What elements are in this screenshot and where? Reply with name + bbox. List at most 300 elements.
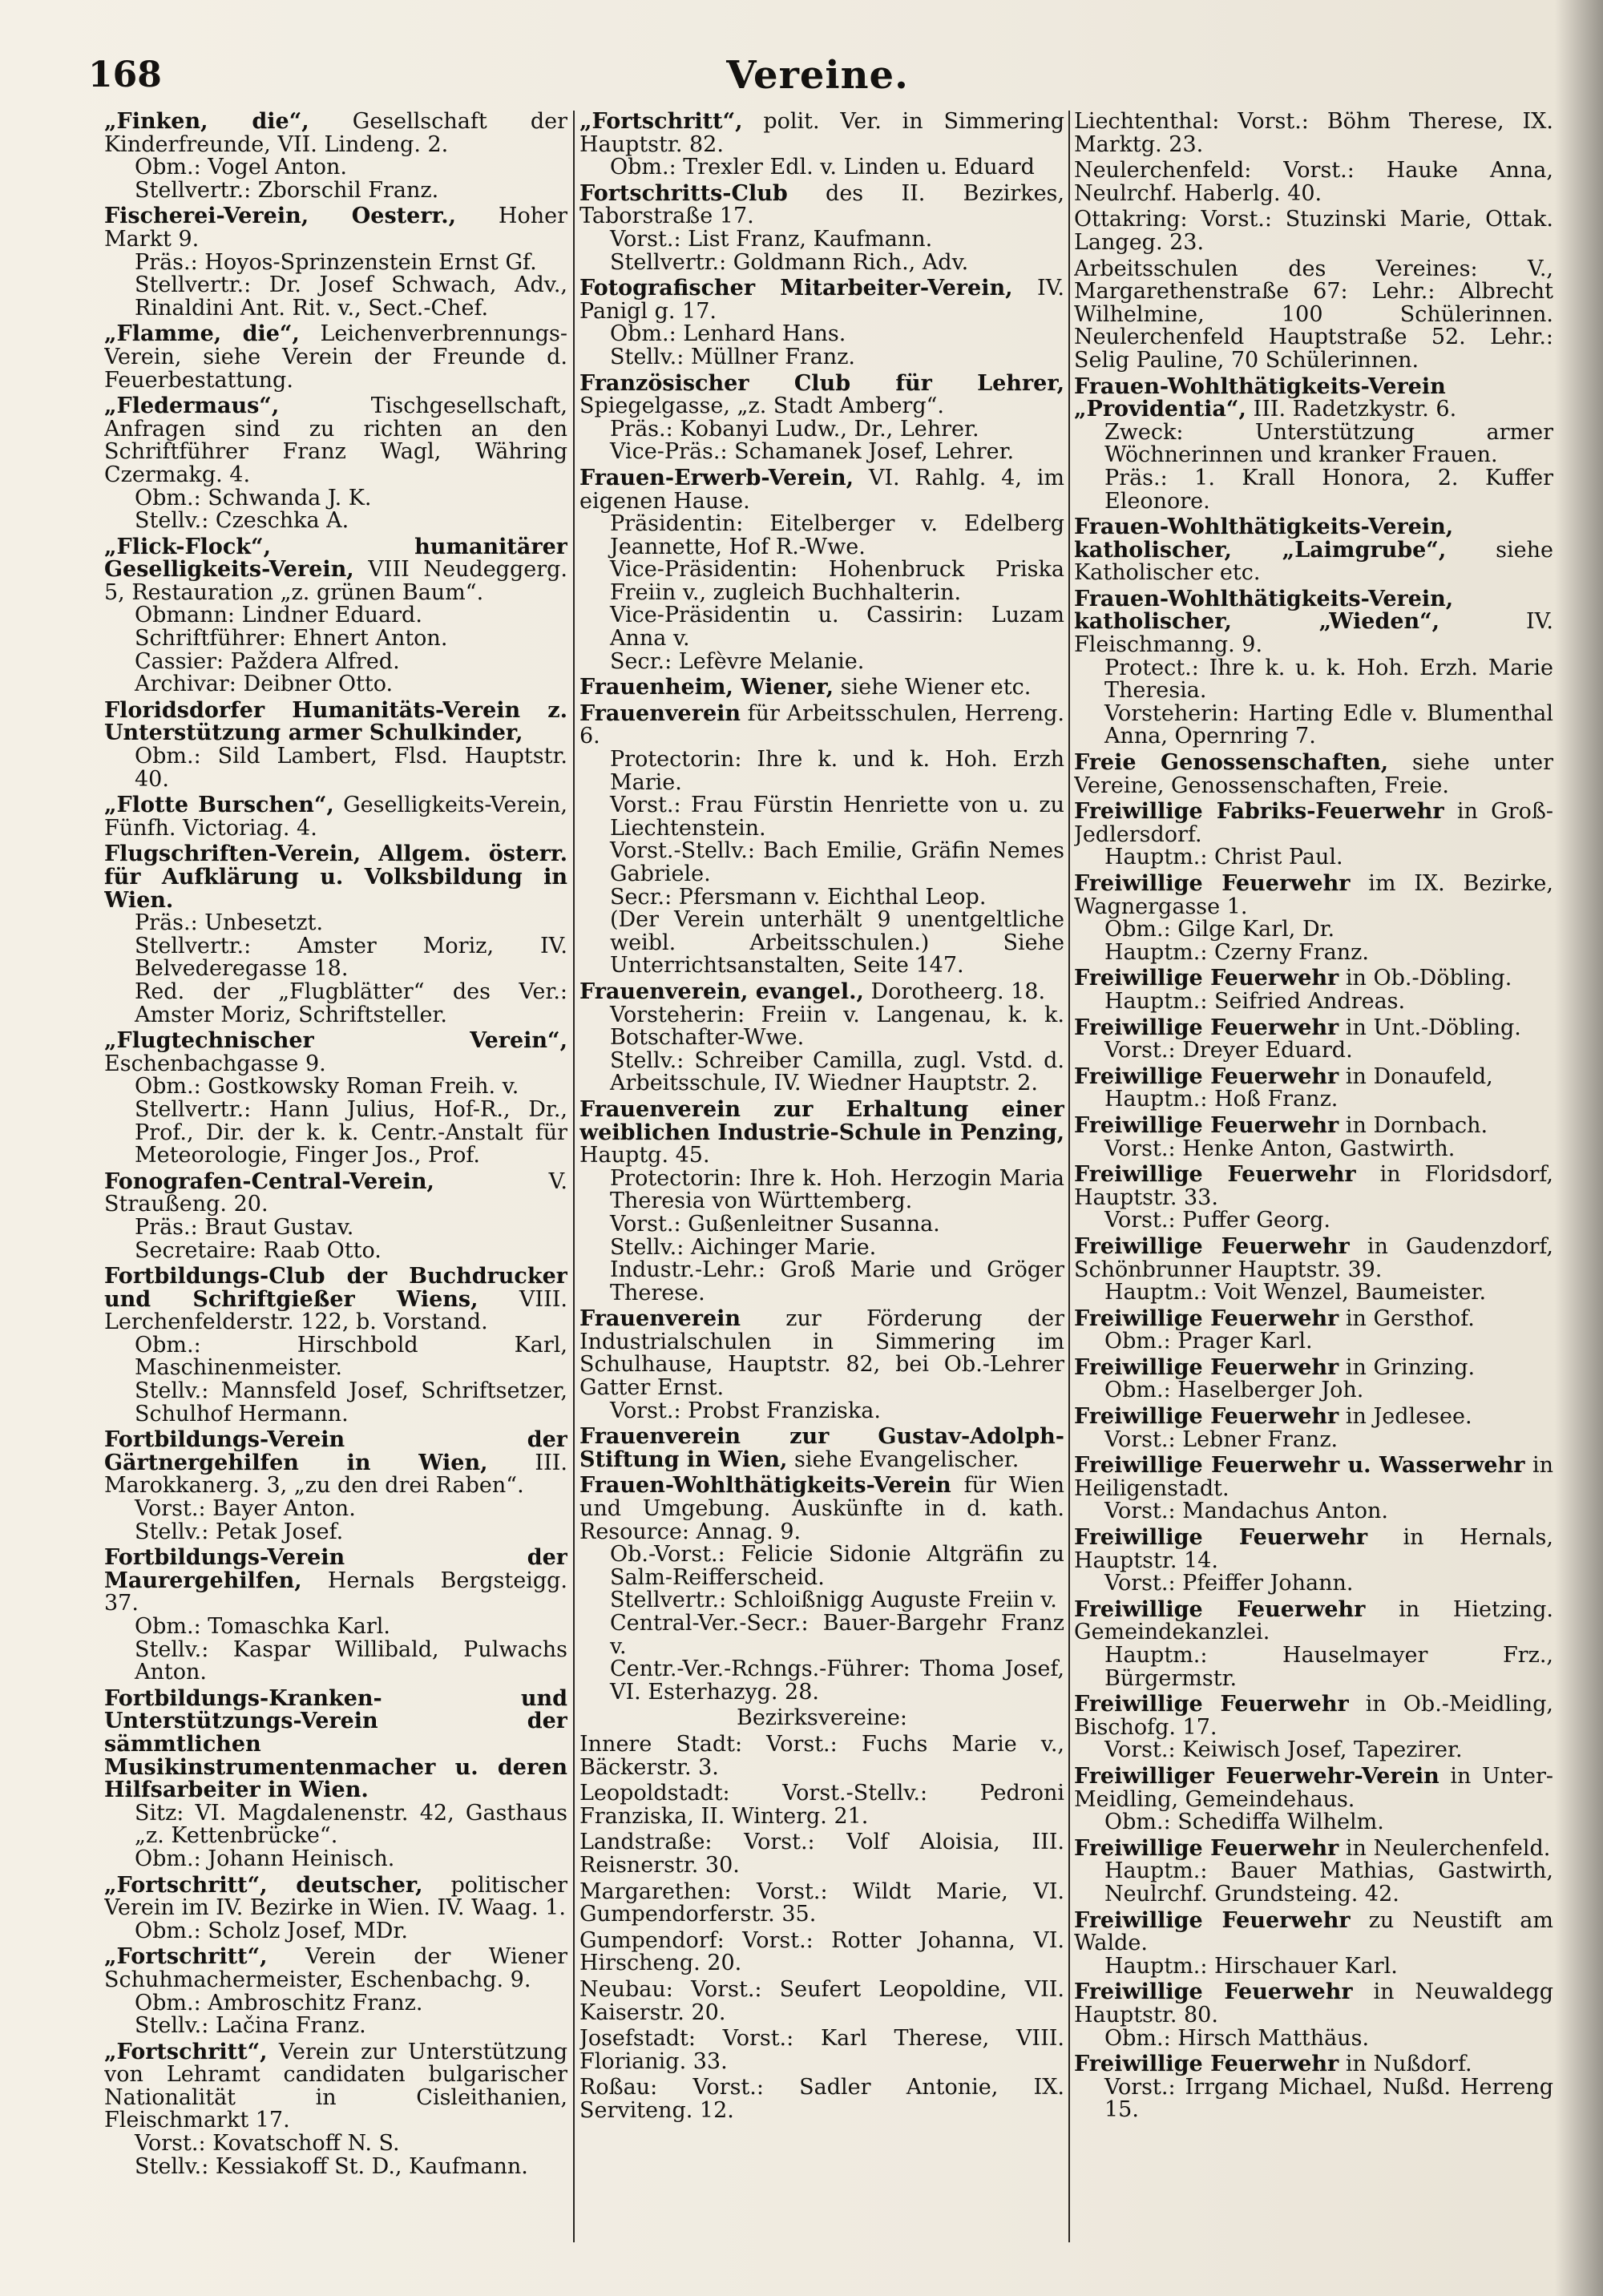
directory-entry	[579, 1096, 1064, 1305]
directory-entry	[1074, 967, 1553, 1013]
entry-details: in Floridsdorf, Hauptstr. 33.	[1074, 1162, 1553, 1210]
entry-first-line	[1074, 1354, 1553, 1380]
entry-details: in Donaufeld,	[1345, 1063, 1493, 1089]
entry-details: Verein zur Unterstützung von Lehramt candidaten bulgarischer Nationalität in Cisleithanien, Fleischmarkt 17.	[104, 2039, 567, 2133]
entry-officer-line: Obm.: Haselberger Joh.	[1104, 1378, 1364, 1403]
entry-first-line	[104, 111, 567, 156]
entry-details: in Dornbach.	[1345, 1112, 1488, 1138]
directory-entry	[1074, 208, 1553, 254]
entry-first-line	[579, 180, 1064, 229]
entry-first-line	[579, 2028, 1064, 2073]
entry-officer-line: Stellv.: Müllner Franz.	[610, 344, 856, 369]
column-rule	[573, 111, 575, 2242]
entry-first-line	[579, 111, 1064, 156]
entry-officer-line: Hauptm.: Seifried Andreas.	[1104, 988, 1406, 1014]
directory-entry	[1074, 1063, 1553, 1112]
directory-entry	[1074, 1765, 1553, 1834]
entry-heading: Frauen-Erwerb-Verein,	[579, 465, 854, 490]
entry-officer-line: Stellv.: Lačina Franz.	[135, 2013, 366, 2039]
directory-entry	[579, 1475, 1064, 1704]
directory-entry	[579, 676, 1064, 700]
entry-officer-line: Stellvertr.: Goldmann Rich., Adv.	[610, 249, 969, 275]
directory-entry	[579, 1976, 1064, 2025]
entry-heading: Freiwillige Feuerwehr	[1074, 2052, 1339, 2077]
entry-first-line	[1074, 1907, 1553, 1956]
directory-entry	[104, 1429, 567, 1543]
entry-first-line	[579, 676, 1064, 700]
entry-first-line	[1074, 1981, 1553, 2027]
entry-details: Neubau: Vorst.: Seufert Leopoldine, VII. Kaiserstr. 20.	[579, 1976, 1064, 2025]
entry-first-line	[1074, 1406, 1553, 1429]
entry-officer-line: Vorst.: Kovatschoff N. S.	[135, 2131, 400, 2157]
entry-officer-line: Stellv.: Mannsfeld Josef, Schriftsetzer, Schulhof Hermann.	[135, 1378, 567, 1426]
entry-details: VI. Rahlg. 4, im eigenen Hause.	[579, 465, 1064, 514]
entry-first-line	[1074, 1112, 1553, 1138]
directory-entry	[104, 2041, 567, 2179]
entry-details: zu Neustift am Walde.	[1074, 1907, 1553, 1956]
entry-officer-line: Vorst.: Mandachus Anton.	[1104, 1499, 1388, 1524]
entry-details: polit. Ver. in Simmering Hauptstr. 82.	[579, 111, 1064, 157]
directory-entry	[104, 205, 567, 320]
entry-details: politischer Verein im IV. Bezirke in Wien. IV. Waag. 1.	[104, 1872, 567, 1921]
directory-entry	[1074, 373, 1553, 514]
directory-entry	[579, 1878, 1064, 1927]
entry-details: Gumpendorf: Vorst.: Rotter Johanna, VI. Hirscheng. 20.	[579, 1927, 1064, 1976]
entry-first-line	[1074, 1765, 1553, 1811]
entry-first-line	[579, 1927, 1064, 1976]
entry-officer-line: Stellvertr.: Dr. Josef Schwach, Adv., Rinaldini Ant. Rit. v., Sect.-Chef.	[135, 272, 567, 321]
entry-heading: Frauen-Wohlthätigkeits-Verein	[579, 1473, 951, 1499]
entry-first-line	[579, 1426, 1064, 1471]
entry-heading: Französischer Club für Lehrer,	[579, 370, 1064, 396]
entry-details: in Ob.-Döbling.	[1345, 966, 1512, 991]
entry-details: V. Straußeng. 20.	[104, 1168, 567, 1217]
entry-heading: Fischerei-Verein, Oesterr.,	[104, 204, 457, 229]
entry-heading: Frauenverein zur Gustav-Adolph-Stiftung in Wien,	[579, 1424, 1064, 1472]
entry-heading: Floridsdorfer Humanitäts-Verein z. Unterstützung armer Schulkinder,	[104, 697, 567, 746]
entry-first-line	[579, 981, 1064, 1004]
entry-first-line	[1074, 111, 1553, 156]
entry-details: des II. Bezirkes, Taborstraße 17.	[579, 180, 1064, 229]
entry-officer-line: Obm.: Scholz Josef, MDr.	[135, 1918, 408, 1943]
entry-details: Margarethen: Vorst.: Wildt Marie, VI. Gumpendorferstr. 35.	[579, 1878, 1064, 1927]
entry-heading: Freiwillige Feuerwehr	[1074, 966, 1339, 991]
entry-officer-line: Obm.: Schwanda J. K.	[135, 485, 372, 510]
entry-first-line	[104, 697, 567, 746]
entry-details: Innere Stadt: Vorst.: Fuchs Marie v., Bäckerstr. 3.	[579, 1731, 1064, 1780]
entry-details: in Neuwaldegg Hauptstr. 80.	[1074, 1979, 1553, 2028]
page-edge-shadow	[1555, 0, 1603, 2296]
entry-heading: Frauenverein, evangel.,	[579, 979, 864, 1004]
entry-officer-line: Obm.: Ambroschitz Franz.	[135, 1990, 423, 2016]
entry-heading: Fortbildungs-Club der Buchdrucker und Schriftgießer Wiens,	[104, 1264, 567, 1312]
entry-heading: Fortbildungs-Kranken- und Unterstützungs-Verein der sämmtlichen Musikinstrumentenmacher u. deren Hilfsarbeiter in Wien.	[104, 1685, 567, 1803]
entry-officer-line: Protect.: Ihre k. u. k. Hoh. Erzh. Marie Theresia.	[1104, 655, 1553, 704]
entry-heading: „Finken, die“,	[104, 111, 309, 134]
entry-first-line	[104, 1168, 567, 1217]
directory-entry	[104, 536, 567, 696]
entry-heading: Flugschriften-Verein, Allgem. österr. für Aufklärung u. Volksbildung in Wien.	[104, 841, 567, 913]
entry-officer-line: Stellvertr.: Amster Moriz, IV. Belvederegasse 18.	[135, 933, 567, 982]
entry-heading: Fortbildungs-Verein der Maurergehilfen,	[104, 1545, 567, 1593]
entry-officer-line: Obm.: Sild Lambert, Flsd. Hauptstr. 40.	[135, 744, 567, 792]
entry-heading: Freiwillige Feuerwehr	[1074, 1907, 1351, 1933]
entry-heading: Freiwillige Feuerwehr	[1074, 1835, 1339, 1861]
directory-entry	[1074, 873, 1553, 964]
entry-heading: Freiwillige Feuerwehr	[1074, 1525, 1368, 1551]
entry-first-line	[104, 843, 567, 912]
directory-entry	[104, 794, 567, 840]
entry-officer-line: Vorst.: Lebner Franz.	[1104, 1426, 1339, 1452]
entry-details: in Grinzing.	[1345, 1354, 1476, 1380]
entry-details: III. Radetzkystr. 6.	[1253, 397, 1457, 422]
entry-details: Ottakring: Vorst.: Stuzinski Marie, Ottak. Langeg. 23.	[1074, 207, 1553, 255]
entry-heading: „Fortschritt“,	[104, 1944, 268, 1970]
entry-heading: Frauen-Wohlthätigkeits-Verein „Providentia“,	[1074, 373, 1446, 422]
entry-heading: Frauenverein	[579, 700, 741, 726]
entry-details: Dorotheerg. 18.	[870, 979, 1046, 1004]
entry-officer-line: Vorst.: Dreyer Eduard.	[1104, 1038, 1353, 1063]
entry-details: Roßau: Vorst.: Sadler Antonie, IX. Serviteng. 12.	[579, 2075, 1064, 2123]
entry-details: Verein der Wiener Schuhmachermeister, Eschenbachg. 9.	[104, 1944, 567, 1992]
entry-heading: Freiwillige Feuerwehr	[1074, 1063, 1339, 1089]
entry-details: in Gersthof.	[1345, 1305, 1475, 1331]
entry-details: in Nußdorf.	[1345, 2052, 1472, 2077]
directory-entry	[104, 323, 567, 392]
entry-officer-line: Hauptm.: Hirschauer Karl.	[1104, 1953, 1398, 1979]
directory-entry	[104, 1030, 567, 1168]
entry-officer-line: Central-Ver.-Secr.: Bauer-Bargehr Franz v.	[610, 1611, 1064, 1659]
entry-heading: Freiwilliger Feuerwehr-Verein	[1074, 1763, 1439, 1789]
directory-entry	[104, 1946, 567, 2037]
directory-entry	[1074, 1406, 1553, 1451]
entry-officer-line: Stellvertr.: Zborschil Franz.	[135, 177, 439, 203]
entry-details: für Arbeitsschulen, Herreng. 6.	[579, 700, 1064, 749]
entry-first-line	[579, 1976, 1064, 2025]
entry-first-line	[1074, 2053, 1553, 2076]
entry-heading: „Fortschritt“,	[579, 111, 743, 134]
entry-heading: „Flamme, die“,	[104, 321, 300, 347]
entry-heading: „Flick-Flock“, humanitärer Geselligkeits-Verein,	[104, 534, 567, 583]
entry-officer-line: Obm.: Hirschbold Karl, Maschinenmeister.	[135, 1332, 567, 1381]
entry-details: Arbeitsschulen des Vereines: V., Margarethenstraße 67: Lehr.: Albrecht Wilhelmine, 100 Schülerinnen. Neulerchenfeld Hauptstraße 52. Lehr.: Selig Pauline, 70 Schülerinnen.	[1074, 256, 1553, 373]
entry-officer-line: Hauptm.: Hoß Franz.	[1104, 1087, 1339, 1112]
entry-details: in Unter-Meidling, Gemeindehaus.	[1074, 1763, 1553, 1812]
directory-entry	[1074, 1907, 1553, 1979]
entry-officer-line: Vorst.: Frau Fürstin Henriette von u. zu Liechtenstein.	[610, 793, 1064, 841]
entry-officer-line: Hauptm.: Voit Wenzel, Baumeister.	[1104, 1280, 1487, 1305]
entry-officer-line: Obm.: Hirsch Matthäus.	[1104, 2025, 1370, 2051]
entry-details: VIII. Lerchenfelderstr. 122, b. Vorstand.	[104, 1286, 567, 1335]
directory-entry	[1074, 1233, 1553, 1305]
entry-first-line	[579, 1096, 1064, 1168]
directory-entry	[104, 1685, 567, 1871]
directory-entry	[1074, 1112, 1553, 1161]
entry-officer-line: Obm.: Johann Heinisch.	[135, 1846, 395, 1871]
entry-heading: „Fledermaus“,	[104, 393, 280, 419]
entry-details: siehe Wiener etc.	[840, 675, 1032, 700]
entry-first-line	[1074, 1835, 1553, 1861]
entry-details: in Gaudenzdorf, Schönbrunner Hauptstr. 39.	[1074, 1233, 1553, 1282]
entry-first-line	[104, 536, 567, 605]
directory-entry	[1074, 752, 1553, 797]
entry-first-line	[579, 700, 1064, 749]
entry-details: Leopoldstadt: Vorst.-Stellv.: Pedroni Franziska, II. Winterg. 21.	[579, 1781, 1064, 1829]
entry-first-line	[1074, 752, 1553, 797]
entry-details: Hoher Markt 9.	[104, 204, 567, 252]
entry-heading: Freiwillige Feuerwehr	[1074, 1596, 1366, 1622]
entry-first-line	[579, 277, 1064, 323]
entry-details: siehe Katholischer etc.	[1074, 537, 1553, 586]
entry-officer-line: Obm.: Vogel Anton.	[135, 155, 348, 180]
entry-officer-line: Stellv.: Aichinger Marie.	[610, 1234, 877, 1260]
entry-heading: Fotografischer Mitarbeiter-Verein,	[579, 276, 1013, 301]
entry-heading: Freiwillige Feuerwehr	[1074, 1404, 1339, 1430]
entry-officer-line: Cassier: Paždera Alfred.	[135, 648, 400, 674]
directory-entry	[104, 843, 567, 1027]
entry-details: für Wien und Umgebung. Auskünfte in d. kath. Resource: Annag. 9.	[579, 1473, 1064, 1544]
entry-heading: Freiwillige Feuerwehr	[1074, 1692, 1349, 1717]
directory-entry	[579, 1308, 1064, 1422]
directory-entry	[104, 1874, 567, 1943]
entry-first-line	[1074, 159, 1553, 205]
entry-heading: Fortschritts-Club	[579, 180, 788, 206]
entry-details: Eschenbachgasse 9.	[104, 1051, 326, 1076]
entry-first-line	[1074, 1527, 1553, 1572]
directory-entry	[579, 1733, 1064, 1779]
entry-first-line	[1074, 1693, 1553, 1739]
entry-details: in Jedlesee.	[1345, 1404, 1472, 1430]
entry-officer-line: Protectorin: Ihre k. Hoh. Herzogin Maria Theresia von Württemberg.	[610, 1165, 1064, 1214]
entry-officer-line: Obm.: Trexler Edl. v. Linden u. Eduard	[610, 155, 1035, 180]
entry-first-line	[579, 370, 1064, 419]
entry-first-line	[1074, 1063, 1553, 1089]
entry-officer-line: Hauptm.: Hauselmayer Frz., Bürgermstr.	[1104, 1643, 1553, 1691]
entry-first-line	[1074, 1017, 1553, 1040]
entry-heading: Freiwillige Feuerwehr	[1074, 1305, 1339, 1331]
entry-first-line	[104, 1685, 567, 1803]
entry-officer-line: (Der Verein unterhält 9 unentgeltliche weibl. Arbeitsschulen.) Siehe Unterrichtsanstalten, Seite 147.	[610, 907, 1064, 979]
entry-officer-line: Vice-Präsidentin u. Cassirin: Luzam Anna v.	[610, 603, 1064, 652]
directory-entry	[579, 1426, 1064, 1471]
entry-officer-line: Obm.: Schediffa Wilhelm.	[1104, 1810, 1384, 1835]
page-number: 168	[88, 54, 162, 95]
entry-first-line	[104, 1946, 567, 1991]
entry-details: IV. Fleischmanng. 9.	[1074, 609, 1553, 658]
entry-officer-line: Red. der „Flugblätter“ des Ver.: Amster Moriz, Schriftsteller.	[135, 979, 567, 1027]
directory-entry	[1074, 1693, 1553, 1762]
column-right	[1074, 111, 1553, 2242]
entry-officer-line: Präs.: Unbesetzt.	[135, 910, 324, 936]
directory-entry	[104, 1265, 567, 1426]
directory-entry	[1074, 159, 1553, 205]
directory-entry	[579, 1831, 1064, 1877]
entry-officer-line: Stellv.: Kaspar Willibald, Pulwachs Anton.	[135, 1636, 567, 1685]
entry-heading: Freiwillige Feuerwehr	[1074, 1015, 1339, 1040]
entry-first-line	[579, 1831, 1064, 1877]
entry-first-line	[579, 1782, 1064, 1828]
entry-officer-line: Präs.: Braut Gustav.	[135, 1214, 354, 1240]
directory-entry	[1074, 1455, 1553, 1523]
directory-entry	[104, 395, 567, 533]
directory-entry	[1074, 2053, 1553, 2122]
entry-officer-line: Stellv.: Petak Josef.	[135, 1519, 344, 1544]
entry-heading: Freiwillige Feuerwehr	[1074, 1354, 1339, 1380]
entry-officer-line: Präs.: 1. Krall Honora, 2. Kuffer Eleonore.	[1104, 465, 1553, 514]
entry-first-line	[1074, 208, 1553, 254]
entry-officer-line: Stellv.: Schreiber Camilla, zugl. Vstd. d. Arbeitsschule, IV. Wiedner Hauptstr. 2.	[610, 1047, 1064, 1096]
entry-details: in Hietzing. Gemeindekanzlei.	[1074, 1596, 1553, 1645]
entry-first-line	[579, 1878, 1064, 1927]
entry-officer-line: Secr.: Lefèvre Melanie.	[610, 648, 865, 674]
entry-first-line	[579, 2076, 1064, 2122]
entry-officer-line: Obm.: Gilge Karl, Dr.	[1104, 917, 1335, 942]
directory-entry	[1074, 1596, 1553, 1691]
entry-officer-line: Vorsteherin: Harting Edle v. Blumenthal Anna, Opernring 7.	[1104, 700, 1553, 749]
entry-heading: Freiwillige Feuerwehr	[1074, 1162, 1356, 1188]
entry-details: in Unt.-Döbling.	[1345, 1015, 1521, 1040]
directory-entry	[579, 1927, 1064, 1976]
directory-entry	[579, 277, 1064, 369]
entry-officer-line: Vorst.: List Franz, Kaufmann.	[610, 226, 933, 252]
directory-entry	[579, 2076, 1064, 2122]
entry-officer-line: Vorsteherin: Freiin v. Langenau, k. k. Botschafter-Wwe.	[610, 1002, 1064, 1051]
entry-officer-line: Obmann: Lindner Eduard.	[135, 603, 422, 628]
entry-details: zur Förderung der Industrialschulen in Simmering im Schulhause, Hauptstr. 82, bei Ob.-Lehrer Gatter Ernst.	[579, 1306, 1064, 1401]
directory-entry	[579, 700, 1064, 979]
entry-officer-line: Secr.: Pfersmann v. Eichthal Leop.	[610, 884, 987, 910]
entry-officer-line: Präsidentin: Eitelberger v. Edelberg Jeannette, Hof R.-Wwe.	[610, 511, 1064, 559]
entry-first-line	[104, 2041, 567, 2133]
directory-entry	[1074, 1017, 1553, 1063]
entry-first-line	[579, 467, 1064, 513]
entry-heading: Freiwillige Feuerwehr	[1074, 871, 1351, 896]
entry-officer-line: Vorst.: Gußenleitner Susanna.	[610, 1211, 940, 1237]
directory-entry	[579, 180, 1064, 275]
entry-officer-line: Stellvertr.: Schloißnigg Auguste Freiin v.	[610, 1588, 1057, 1613]
entry-officer-line: Vorst.: Bayer Anton.	[135, 1496, 356, 1522]
entry-officer-line: Stellv.: Kessiakoff St. D., Kaufmann.	[135, 2153, 528, 2179]
entry-heading: „Fortschritt“,	[104, 2039, 268, 2064]
entry-officer-line: Schriftführer: Ehnert Anton.	[135, 626, 448, 652]
column-left	[104, 111, 567, 2242]
entry-heading: Fonografen-Central-Verein,	[104, 1168, 434, 1194]
directory-entry	[1074, 1164, 1553, 1233]
entry-details: in Ob.-Meidling, Bischofg. 17.	[1074, 1692, 1553, 1740]
entry-officer-line: Sitz: VI. Magdalenenstr. 42, Gasthaus „z. Kettenbrücke“.	[135, 1800, 567, 1849]
directory-entry	[104, 111, 567, 202]
entry-details: Neulerchenfeld: Vorst.: Hauke Anna, Neulrchf. Haberlg. 40.	[1074, 158, 1553, 206]
entry-details: in Neulerchenfeld.	[1345, 1835, 1551, 1861]
entry-first-line	[1074, 1164, 1553, 1209]
entry-officer-line: Vice-Präs.: Schamanek Josef, Lehrer.	[610, 439, 1015, 465]
entry-first-line	[1074, 588, 1553, 657]
entry-first-line	[1074, 1233, 1553, 1282]
entry-officer-line: Vorst.: Pfeiffer Johann.	[1104, 1571, 1354, 1596]
entry-officer-line: Vorst.: Puffer Georg.	[1104, 1208, 1330, 1233]
entry-heading: Freie Genossenschaften,	[1074, 750, 1389, 776]
directory-entry	[579, 467, 1064, 673]
entry-officer-line: Vorst.: Keiwisch Josef, Tapezirer.	[1104, 1737, 1463, 1763]
directory-entry	[1074, 1305, 1553, 1354]
entry-details: im IX. Bezirke, Wagnergasse 1.	[1074, 871, 1553, 919]
entry-officer-line: Ob.-Vorst.: Felicie Sidonie Altgräfin zu Salm-Reifferscheid.	[610, 1542, 1064, 1590]
entry-officer-line: Centr.-Ver.-Rchngs.-Führer: Thoma Josef, VI. Esterhazyg. 28.	[610, 1656, 1064, 1705]
entry-first-line	[1074, 373, 1553, 422]
entry-officer-line: Hauptm.: Czerny Franz.	[1104, 939, 1369, 965]
entry-first-line	[104, 1874, 567, 1920]
entry-first-line	[1074, 801, 1553, 846]
entry-first-line	[1074, 873, 1553, 918]
entry-officer-line: Zweck: Unterstützung armer Wöchnerinnen und kranker Frauen.	[1104, 419, 1553, 468]
entry-details: Gesellschaft der Kinderfreunde, VII. Lindeng. 2.	[104, 111, 567, 157]
entry-officer-line: Obm.: Tomaschka Karl.	[135, 1614, 390, 1639]
entry-officer-line: Hauptm.: Christ Paul.	[1104, 845, 1343, 870]
entry-officer-line: Präs.: Hoyos-Sprinzenstein Ernst Gf.	[135, 249, 537, 275]
entry-officer-line: Vorst.: Henke Anton, Gastwirth.	[1104, 1136, 1456, 1161]
entry-details: VIII Neudeggerg. 5, Restauration „z. grünen Baum“.	[104, 557, 567, 605]
directory-entry	[1074, 1981, 1553, 2050]
entry-first-line	[579, 1308, 1064, 1399]
entry-first-line	[1074, 1455, 1553, 1500]
entry-details: Geselligkeits-Verein, Fünfh. Victoriag. 4.	[104, 793, 567, 841]
entry-first-line	[1074, 1305, 1553, 1331]
page-header	[88, 48, 1547, 104]
column-rule	[1068, 111, 1070, 2242]
directory-entry	[1074, 516, 1553, 585]
entry-details: siehe Evangelischer.	[794, 1447, 1020, 1472]
entry-officer-line: Archivar: Deibner Otto.	[135, 672, 394, 697]
entry-officer-line: Industr.-Lehr.: Groß Marie und Gröger Therese.	[610, 1257, 1064, 1305]
entry-officer-line: Protectorin: Ihre k. und k. Hoh. Erzh Marie.	[610, 747, 1064, 795]
directory-entry	[579, 2028, 1064, 2073]
entry-heading: Frauenheim, Wiener,	[579, 675, 834, 700]
entry-officer-line: Secretaire: Raab Otto.	[135, 1237, 382, 1263]
directory-entry	[1074, 1527, 1553, 1596]
entry-heading: Freiwillige Fabriks-Feuerwehr	[1074, 799, 1444, 825]
entry-first-line	[104, 323, 567, 392]
entry-heading: Fortbildungs-Verein der Gärtnergehilfen in Wien,	[104, 1427, 567, 1475]
entry-first-line	[1074, 1596, 1553, 1645]
entry-details: Hernals Bergsteigg. 37.	[104, 1568, 567, 1616]
entry-officer-line: Hauptm.: Bauer Mathias, Gastwirth, Neulrchf. Grundsteing. 42.	[1104, 1858, 1553, 1907]
directory-entry	[1074, 1354, 1553, 1403]
section-heading	[579, 1707, 1064, 1730]
entry-heading: Frauenverein zur Erhaltung einer weiblichen Industrie-Schule in Penzing,	[579, 1096, 1064, 1145]
section-heading-text: Bezirksvereine:	[736, 1705, 908, 1731]
entry-officer-line: Stellv.: Czeschka A.	[135, 508, 349, 534]
entry-first-line	[104, 1547, 567, 1616]
entry-officer-line: Obm.: Prager Karl.	[1104, 1329, 1313, 1354]
directory-entry	[1074, 1835, 1553, 1907]
entry-officer-line: Präs.: Kobanyi Ludw., Dr., Lehrer.	[610, 416, 979, 442]
entry-first-line	[1074, 516, 1553, 585]
directory-entry	[1074, 801, 1553, 870]
entry-details: siehe unter Vereine, Genossenschaften, Freie.	[1074, 750, 1553, 798]
entry-officer-line: Vorst.: Irrgang Michael, Nußd. Herreng 15.	[1104, 2074, 1553, 2123]
entry-first-line	[104, 205, 567, 251]
entry-details: Tischgesellschaft, Anfragen sind zu richten an den Schriftführer Franz Wagl, Währing Czermakg. 4.	[104, 393, 567, 487]
entry-heading: „Flotte Burschen“,	[104, 793, 334, 818]
directory-entry	[579, 370, 1064, 465]
entry-heading: „Flugtechnischer Verein“,	[104, 1028, 567, 1054]
directory-entry	[579, 111, 1064, 180]
entry-heading: Freiwillige Feuerwehr	[1074, 1112, 1339, 1138]
entry-details: Landstraße: Vorst.: Volf Aloisia, III. Reisnerstr. 30.	[579, 1830, 1064, 1878]
directory-entry	[104, 1168, 567, 1263]
entry-officer-line: Stellvertr.: Hann Julius, Hof-R., Dr., Prof., Dir. der k. k. Centr.-Anstalt für Meteorologie, Finger Jos., Prof.	[135, 1096, 567, 1168]
entry-officer-line: Vorst.: Probst Franziska.	[610, 1398, 881, 1423]
